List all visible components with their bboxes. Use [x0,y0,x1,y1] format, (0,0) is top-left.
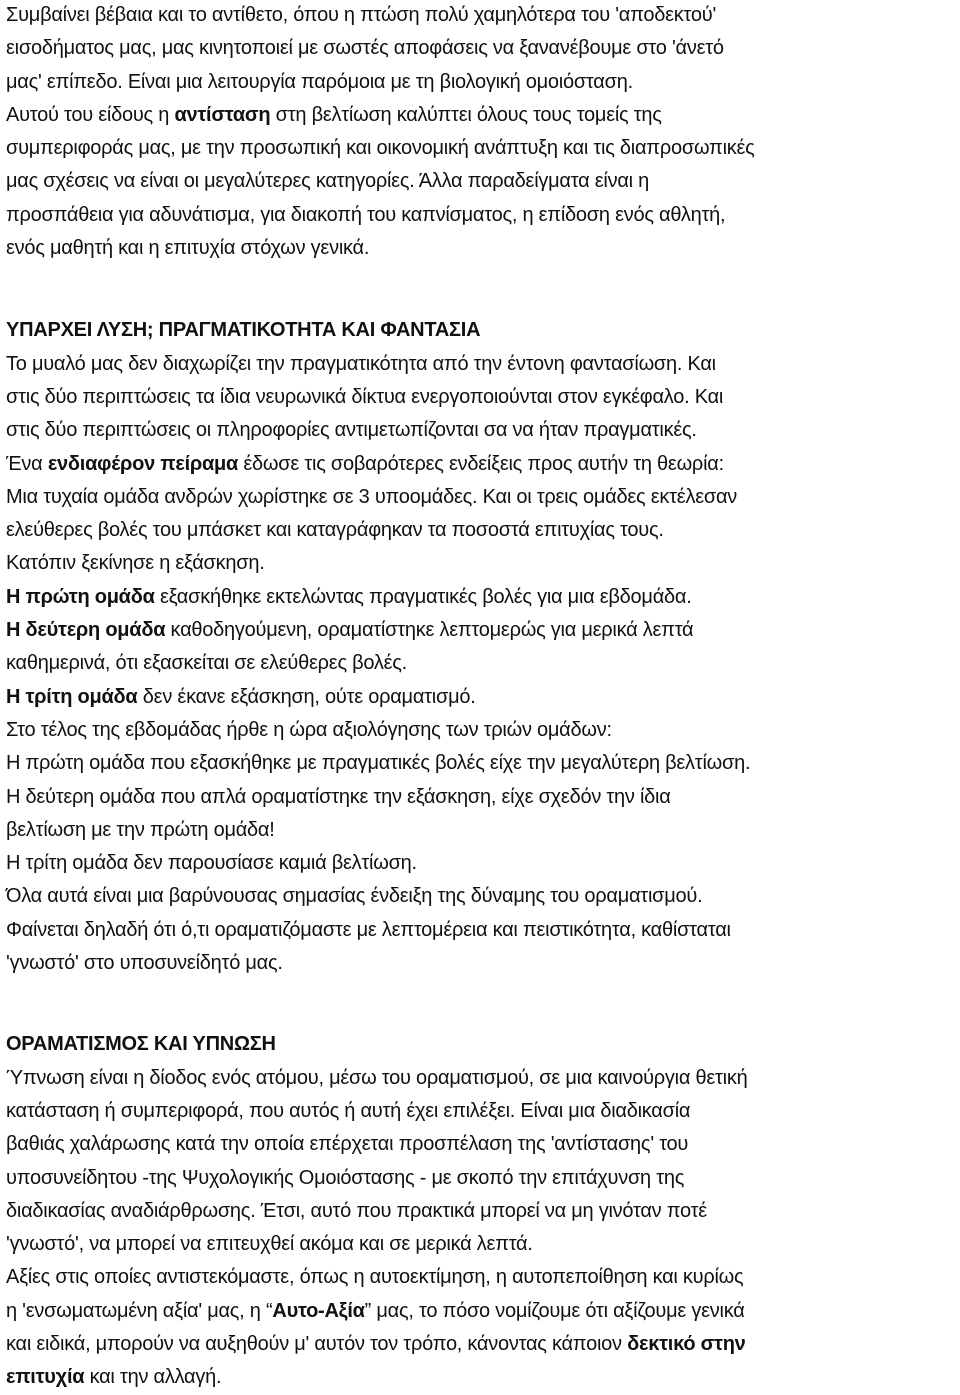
text-span: έδωσε τις σοβαρότερες ενδείξεις προς αυτήν τη θεωρία: [238,452,724,475]
text-line: στις δύο περιπτώσεις τα ίδια νευρωνικά δίκτυα ενεργοποιούνται στον εγκέφαλο. Και [6,385,724,408]
text-line: προσπάθεια για αδυνάτισμα, για διακοπή του καπνίσματος, η επίδοση ενός αθλητή, [6,203,726,226]
text-line: Μια τυχαία ομάδα ανδρών χωρίστηκε σε 3 υποομάδες. Και οι τρεις ομάδες εκτέλεσαν [6,485,738,508]
text-line [6,581,956,614]
text-line: Ύπνωση είναι η δίοδος ενός ατόμου, μέσω του οραματισμού, σε μια καινούργια θετική [6,1066,748,1089]
text-line: Αξίες στις οποίες αντιστεκόμαστε, όπως η αυτοεκτίμηση, η αυτοπεποίθηση και κυρίως [6,1266,744,1289]
section-heading: ΥΠΑΡΧΕΙ ΛΥΣΗ; ΠΡΑΓΜΑΤΙΚΟΤΗΤΑ ΚΑΙ ΦΑΝΤΑΣΙΑ [6,319,481,342]
text-line: Συμβαίνει βέβαια και το αντίθετο, όπου η πτώση πολύ χαμηλότερα του 'αποδεκτού' [6,4,717,26]
bold-group-three: Η τρίτη ομάδα [6,685,138,708]
text-line [6,448,956,481]
text-line [6,1295,956,1328]
text-line: Η τρίτη ομάδα δεν παρουσίασε καμιά βελτίωση. [6,852,417,875]
text-line: κατάσταση ή συμπεριφορά, που αυτός ή αυτή έχει επιλέξει. Είναι μια διαδικασία [6,1099,691,1122]
text-line: Φαίνεται δηλαδή ότι ό,τι οραματιζόμαστε με λεπτομέρεια και πειστικότητα, καθίσταται [6,918,731,941]
bold-group-two: Η δεύτερη ομάδα [6,619,166,642]
text-line: εισοδήματος μας, μας κινητοποιεί με σωστές αποφάσεις να ξανανέβουμε στο 'άνετό [6,37,724,60]
text-line: βαθιάς χαλάρωσης κατά την οποία επέρχεται προσπέλαση της 'αντίστασης' του [6,1133,689,1156]
text-line: 'γνωστό', να μπορεί να επιτευχθεί ακόμα και σε μερικά λεπτά. [6,1233,533,1256]
text-line: Κατόπιν ξεκίνησε η εξάσκηση. [6,552,265,575]
bold-term-resistance: αντίσταση [174,103,271,126]
text-span: η 'ενσωματωμένη αξία' μας, η “ [6,1299,273,1322]
bold-term-receptive: δεκτικό στην [627,1332,746,1355]
text-line [6,1361,956,1394]
text-span: Ένα [6,452,48,475]
paragraph-homeostasis [6,0,956,265]
text-line: συμπεριφοράς μας, με την προσωπική και οικονομική ανάπτυξη και τις διαπροσωπικές [6,137,755,160]
text-line: διαδικασίας αναδιάρθρωσης. Έτσι, αυτό που πρακτικά μπορεί να μη γινόταν ποτέ [6,1199,707,1222]
text-line [6,1328,956,1361]
text-line [6,99,956,132]
text-span: δεν έκανε εξάσκηση, ούτε οραματισμό. [137,685,476,708]
text-line: στις δύο περιπτώσεις οι πληροφορίες αντιμετωπίζονται σα να ήταν πραγματικές. [6,419,697,442]
text-line: 'γνωστό' στο υποσυνείδητό μας. [6,952,283,975]
text-span: Αυτού του είδους η [6,103,175,126]
text-span: ” μας, το πόσο νομίζουμε ότι αξίζουμε γενικά [364,1299,745,1322]
text-line: υποσυνείδητου -της Ψυχολογικής Ομοιόστασης - με σκοπό την επιτάχυνση της [6,1166,685,1189]
text-line: ελεύθερες βολές του μπάσκετ και καταγράφηκαν τα ποσοστά επιτυχίας τους. [6,519,664,542]
text-line: καθημερινά, ότι εξασκείται σε ελεύθερες βολές. [6,652,407,675]
section-gap [6,980,956,1028]
text-span: στη βελτίωση καλύπτει όλους τους τομείς της [270,103,662,126]
text-line: Το μυαλό μας δεν διαχωρίζει την πραγματικότητα από την έντονη φαντασίωση. Και [6,352,716,375]
text-line: Στο τέλος της εβδομάδας ήρθε η ώρα αξιολόγησης των τριών ομάδων: [6,718,612,741]
text-line: Η πρώτη ομάδα που εξασκήθηκε με πραγματικές βολές είχε την μεγαλύτερη βελτίωση. [6,752,751,775]
bold-term-success: επιτυχία [6,1366,85,1389]
text-line: ενός μαθητή και η επιτυχία στόχων γενικά. [6,237,370,260]
section-gap [6,265,956,314]
text-line: Όλα αυτά είναι μια βαρύνουσας σημασίας ένδειξη της δύναμης του οραματισμού. [6,885,703,908]
text-line: μας' επίπεδο. Είναι μια λειτουργία παρόμοια με τη βιολογική ομοιόσταση. [6,70,633,93]
text-line: Η δεύτερη ομάδα που απλά οραματίστηκε την εξάσκηση, είχε σχεδόν την ίδια [6,785,671,808]
text-line: μας σχέσεις να είναι οι μεγαλύτερες κατηγορίες. Άλλα παραδείγματα είναι η [6,170,650,193]
bold-term-experiment: ενδιαφέρον πείραμα [47,452,239,475]
text-span: καθοδηγούμενη, οραματίστηκε λεπτομερώς για μερικά λεπτά [165,619,694,642]
text-line [6,681,956,714]
text-span: και την αλλαγή. [84,1366,222,1389]
text-line [6,614,956,647]
section-visualization-hypnosis [6,1028,956,1394]
text-span: εξασκήθηκε εκτελώντας πραγματικές βολές για μια εβδομάδα. [154,585,692,608]
bold-term-self-worth: Αυτο-Αξία [272,1299,365,1322]
section-heading: ΟΡΑΜΑΤΙΣΜΟΣ ΚΑΙ ΥΠΝΩΣΗ [6,1033,276,1056]
text-span: και ειδικά, μπορούν να αυξηθούν μ' αυτόν τον τρόπο, κάνοντας κάποιον [6,1332,628,1355]
section-reality-fantasy [6,314,956,980]
text-line: βελτίωση με την πρώτη ομάδα! [6,818,275,841]
bold-group-one: Η πρώτη ομάδα [6,585,155,608]
